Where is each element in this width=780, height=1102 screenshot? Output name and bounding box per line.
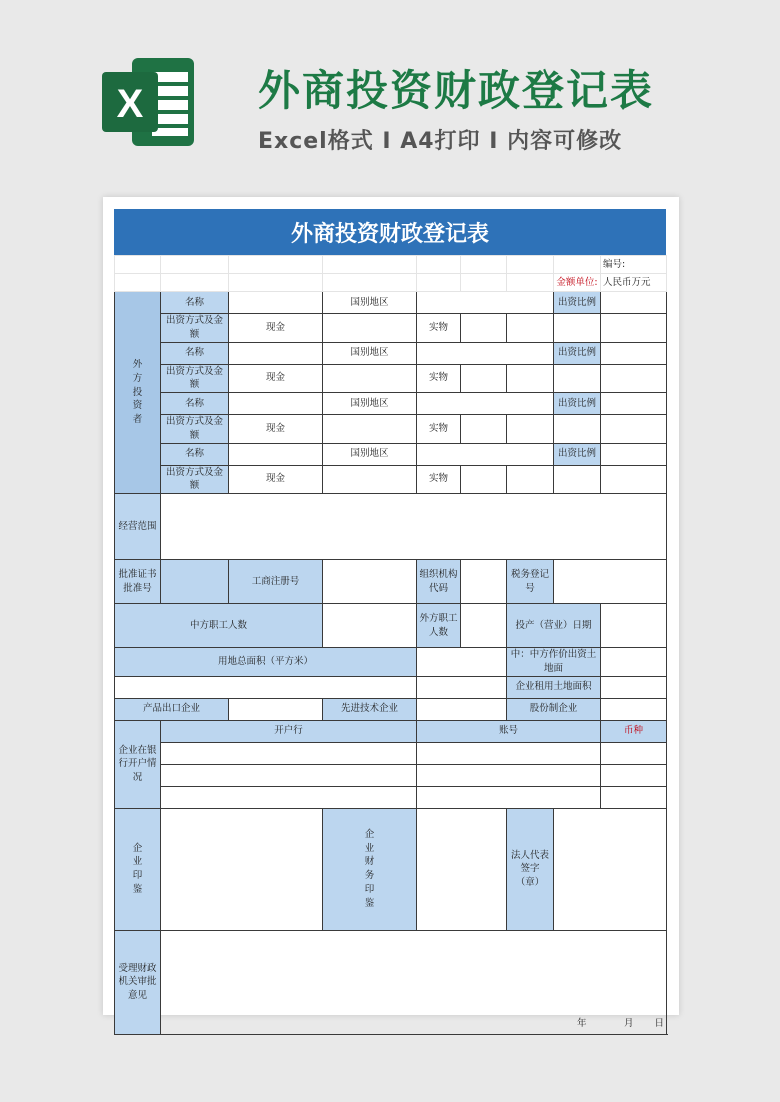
country-cell[interactable]	[417, 393, 554, 415]
year-label: 年	[554, 1014, 601, 1034]
kind-cell[interactable]	[554, 314, 601, 343]
country-cell[interactable]	[417, 342, 554, 364]
cn-staff-label: 中方职工人数	[115, 604, 323, 648]
day-label: 日	[648, 1014, 667, 1034]
account-cell[interactable]	[417, 742, 601, 764]
ratio-cell[interactable]	[601, 443, 667, 465]
investors-section-label: 外 方 投 资 者	[115, 292, 161, 494]
ratio-label: 出资比例	[554, 292, 601, 314]
ratio-label: 出资比例	[554, 443, 601, 465]
legal-sign-cell[interactable]	[554, 808, 667, 930]
account-cell[interactable]	[417, 764, 601, 786]
kind-cell[interactable]	[507, 465, 554, 494]
finance-seal-label: 企 业 财 务 印 鉴	[323, 808, 417, 930]
export-label: 产品出口企业	[115, 698, 229, 720]
land-area-extra-cell[interactable]	[417, 676, 507, 698]
ratio-cell[interactable]	[601, 342, 667, 364]
legal-sign-label: 法人代表签字（章）	[507, 808, 554, 930]
bank-cell[interactable]	[161, 786, 417, 808]
share-label: 股份制企业	[507, 698, 601, 720]
investor-name-label: 名称	[161, 393, 229, 415]
method-label: 出资方式及金额	[161, 314, 229, 343]
kind-cell[interactable]	[507, 415, 554, 444]
month-label: 月	[601, 1014, 648, 1034]
start-date-cell[interactable]	[601, 604, 667, 648]
cash-label: 现金	[229, 364, 323, 393]
approval-no-label: 批准证书批准号	[115, 560, 161, 604]
kind-cell[interactable]	[461, 314, 507, 343]
leased-land-label: 企业租用土地面积	[507, 676, 601, 698]
land-area-label: 用地总面积（平方米）	[115, 648, 417, 677]
currency-cell[interactable]	[601, 742, 667, 764]
currency-label: 币种	[601, 720, 667, 742]
sheet-title: 外商投资财政登记表	[114, 209, 666, 255]
account-label: 账号	[417, 720, 601, 742]
ratio-cell[interactable]	[601, 393, 667, 415]
country-label: 国别地区	[323, 342, 417, 364]
kind-cell[interactable]	[601, 415, 667, 444]
country-label: 国别地区	[323, 393, 417, 415]
kind-cell[interactable]	[601, 465, 667, 494]
method-label: 出资方式及金额	[161, 465, 229, 494]
bank-section-label: 企业在银行开户情况	[115, 720, 161, 808]
method-label: 出资方式及金额	[161, 415, 229, 444]
seal-cell[interactable]	[161, 808, 323, 930]
excel-icon	[102, 54, 198, 150]
business-scope-cell[interactable]	[161, 494, 667, 560]
kind-label: 实物	[417, 465, 461, 494]
cash-cell[interactable]	[323, 364, 417, 393]
country-cell[interactable]	[417, 292, 554, 314]
country-cell[interactable]	[417, 443, 554, 465]
bank-cell[interactable]	[161, 742, 417, 764]
cash-label: 现金	[229, 465, 323, 494]
investor-name-cell[interactable]	[229, 443, 323, 465]
kind-cell[interactable]	[601, 364, 667, 393]
tax-reg-cell[interactable]	[554, 560, 667, 604]
kind-cell[interactable]	[554, 415, 601, 444]
kind-cell[interactable]	[601, 314, 667, 343]
bank-label: 开户行	[161, 720, 417, 742]
registration-form	[114, 255, 667, 1035]
bank-cell[interactable]	[161, 764, 417, 786]
kind-cell[interactable]	[507, 364, 554, 393]
cash-label: 现金	[229, 415, 323, 444]
cash-cell[interactable]	[323, 415, 417, 444]
banner	[0, 0, 780, 185]
currency-cell[interactable]	[601, 786, 667, 808]
cash-label: 现金	[229, 314, 323, 343]
reg-no-label: 工商注册号	[229, 560, 323, 604]
tech-cell[interactable]	[417, 698, 507, 720]
land-area-cell[interactable]	[417, 648, 507, 677]
kind-cell[interactable]	[461, 415, 507, 444]
country-label: 国别地区	[323, 443, 417, 465]
banner-title: 外商投资财政登记表	[258, 66, 655, 115]
business-scope-label: 经营范围	[115, 494, 161, 560]
cn-land-cell[interactable]	[601, 648, 667, 677]
ratio-cell[interactable]	[601, 292, 667, 314]
investor-name-cell[interactable]	[229, 342, 323, 364]
approval-no-cell[interactable]	[161, 560, 229, 604]
cn-staff-cell[interactable]	[323, 604, 417, 648]
land-area-value-cell[interactable]	[115, 676, 417, 698]
account-cell[interactable]	[417, 786, 601, 808]
kind-cell[interactable]	[554, 364, 601, 393]
leased-land-cell[interactable]	[601, 676, 667, 698]
foreign-staff-cell[interactable]	[461, 604, 507, 648]
foreign-staff-label: 外方职工人数	[417, 604, 461, 648]
cn-land-label: 中：中方作价出资土地面	[507, 648, 601, 677]
reg-no-cell[interactable]	[323, 560, 417, 604]
review-cell[interactable]	[161, 930, 667, 1014]
investor-name-cell[interactable]	[229, 292, 323, 314]
investor-name-cell[interactable]	[229, 393, 323, 415]
kind-label: 实物	[417, 314, 461, 343]
org-code-label: 组织机构代码	[417, 560, 461, 604]
export-cell[interactable]	[229, 698, 323, 720]
investor-name-label: 名称	[161, 443, 229, 465]
ratio-label: 出资比例	[554, 393, 601, 415]
investor-name-label: 名称	[161, 342, 229, 364]
kind-label: 实物	[417, 364, 461, 393]
kind-cell[interactable]	[507, 314, 554, 343]
number-label: 编号:	[601, 256, 667, 274]
country-label: 国别地区	[323, 292, 417, 314]
review-label: 受理财政机关审批意见	[115, 930, 161, 1034]
method-label: 出资方式及金额	[161, 364, 229, 393]
logo-letter: X	[116, 82, 144, 126]
kind-label: 实物	[417, 415, 461, 444]
unit-value: 人民币万元	[601, 274, 667, 292]
ratio-label: 出资比例	[554, 342, 601, 364]
org-code-cell[interactable]	[461, 560, 507, 604]
kind-cell[interactable]	[554, 465, 601, 494]
share-cell[interactable]	[601, 698, 667, 720]
start-date-label: 投产（营业）日期	[507, 604, 601, 648]
currency-cell[interactable]	[601, 764, 667, 786]
unit-label: 金额单位:	[554, 274, 601, 292]
cash-cell[interactable]	[323, 314, 417, 343]
investor-name-label: 名称	[161, 292, 229, 314]
finance-seal-cell[interactable]	[417, 808, 507, 930]
kind-cell[interactable]	[461, 364, 507, 393]
tax-reg-label: 税务登记号	[507, 560, 554, 604]
banner-subtitle: Excel格式 Ⅰ A4打印 Ⅰ 内容可修改	[258, 129, 623, 154]
kind-cell[interactable]	[461, 465, 507, 494]
cash-cell[interactable]	[323, 465, 417, 494]
seal-label: 企 业 印 鉴	[115, 808, 161, 930]
tech-label: 先进技术企业	[323, 698, 417, 720]
